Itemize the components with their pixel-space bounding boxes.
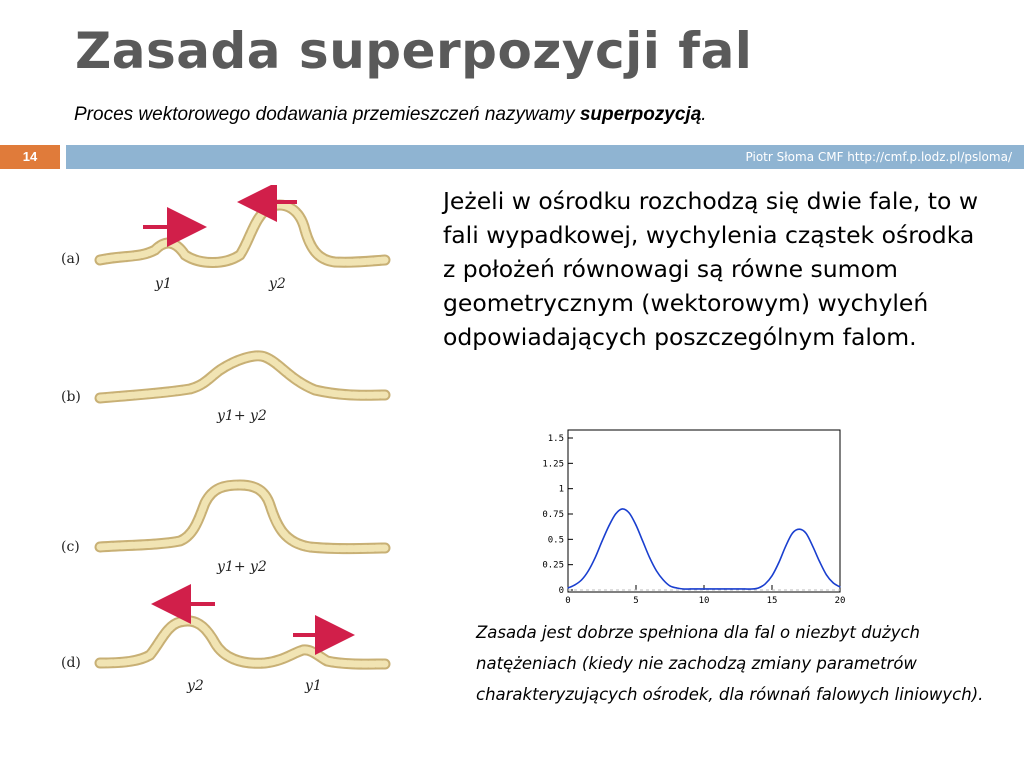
panel-b-label: (b) [61, 389, 81, 405]
data-point [669, 585, 670, 586]
plot-series [567, 508, 840, 589]
rope-wave-texture [100, 356, 385, 398]
rope-wave-texture [100, 485, 385, 549]
superposition-plot [508, 428, 853, 618]
data-point [615, 513, 616, 514]
y-tick-label: 0.5 [547, 535, 564, 546]
data-point [819, 561, 820, 562]
data-point [622, 508, 623, 509]
x-tick-label: 0 [565, 596, 571, 606]
y-tick-label: 0.75 [542, 510, 564, 520]
data-point [567, 587, 568, 588]
data-point [751, 588, 752, 589]
author-credit: Piotr Słoma CMF http://cmf.p.lodz.pl/psloma/ [745, 150, 1012, 164]
data-point [690, 588, 691, 589]
y-tick-label: 1 [558, 484, 564, 495]
series-line [568, 509, 840, 589]
data-point [839, 586, 840, 587]
panel-d-label: (d) [61, 655, 81, 671]
note-text: Zasada jest dobrze spełniona dla fal o niezbyt dużych natężeniach (kiedy nie zachodzą zmiany parametrów charakteryzujących ośrodek, dla równań falowych liniowych). [476, 623, 984, 704]
subtitle-emphasis: superpozycją [579, 104, 702, 125]
data-point [595, 557, 596, 558]
data-point [629, 512, 630, 513]
data-point [642, 541, 643, 542]
data-point [805, 533, 806, 534]
data-point [717, 588, 718, 589]
rope-wave-texture [100, 205, 385, 262]
slide-title: Zasada superpozycji fal [75, 22, 753, 80]
data-point [812, 546, 813, 547]
y-tick-label: 0.25 [542, 560, 564, 571]
caption-sum-b: y1+ y2 [217, 408, 267, 424]
subtitle-end: . [701, 104, 707, 125]
panel-b [61, 356, 385, 424]
slide-subtitle [74, 104, 707, 126]
data-point [724, 588, 725, 589]
caption-y2: y2 [269, 276, 286, 292]
data-point [778, 562, 779, 563]
plot-axes [542, 434, 845, 606]
y-tick-label: 0 [558, 586, 564, 596]
data-point [785, 546, 786, 547]
slide-number: 14 [0, 145, 60, 169]
main-text: Jeżeli w ośrodku rozchodzą się dwie fale, to w fali wypadkowej, wychylenia cząstek ośrodka z położeń równowagi są równe sumom geometrycznym (wektorowym) wychyleń odpowiadających poszczególnym falom. [443, 187, 979, 351]
data-point [663, 579, 664, 580]
caption-y1: y1 [155, 276, 172, 292]
data-point [581, 579, 582, 580]
panel-c [61, 485, 385, 575]
data-point [737, 588, 738, 589]
data-point [588, 570, 589, 571]
data-point [608, 526, 609, 527]
data-point [710, 588, 711, 589]
data-point [574, 584, 575, 585]
y-tick-label: 1.25 [542, 459, 564, 470]
data-point [731, 588, 732, 589]
panel-c-label: (c) [61, 539, 80, 555]
data-point [826, 574, 827, 575]
rope-wave [100, 485, 385, 549]
data-point [765, 583, 766, 584]
data-point [683, 588, 684, 589]
data-point [792, 533, 793, 534]
panel-a [61, 202, 385, 292]
data-point [833, 582, 834, 583]
panel-a-label: (a) [61, 251, 81, 267]
data-point [703, 588, 704, 589]
data-point [635, 525, 636, 526]
data-point [744, 588, 745, 589]
x-tick-label: 10 [698, 596, 710, 606]
data-point [697, 588, 698, 589]
caption-y2: y2 [187, 678, 204, 694]
data-point [771, 575, 772, 576]
data-point [758, 587, 759, 588]
x-tick-label: 20 [834, 596, 846, 606]
y-tick-label: 1.5 [547, 434, 564, 444]
wave-superposition-figure [55, 185, 400, 705]
data-point [656, 570, 657, 571]
x-tick-label: 15 [766, 596, 778, 606]
x-tick-label: 5 [633, 596, 639, 606]
data-point [676, 587, 677, 588]
caption-y1: y1 [305, 678, 322, 694]
caption-sum-c: y1+ y2 [217, 559, 267, 575]
plot-frame [568, 430, 840, 592]
data-point [649, 557, 650, 558]
panel-d [61, 604, 385, 694]
subtitle-text: Proces wektorowego dodawania przemieszczeń nazywamy [74, 104, 580, 125]
data-point [799, 529, 800, 530]
data-point [601, 541, 602, 542]
